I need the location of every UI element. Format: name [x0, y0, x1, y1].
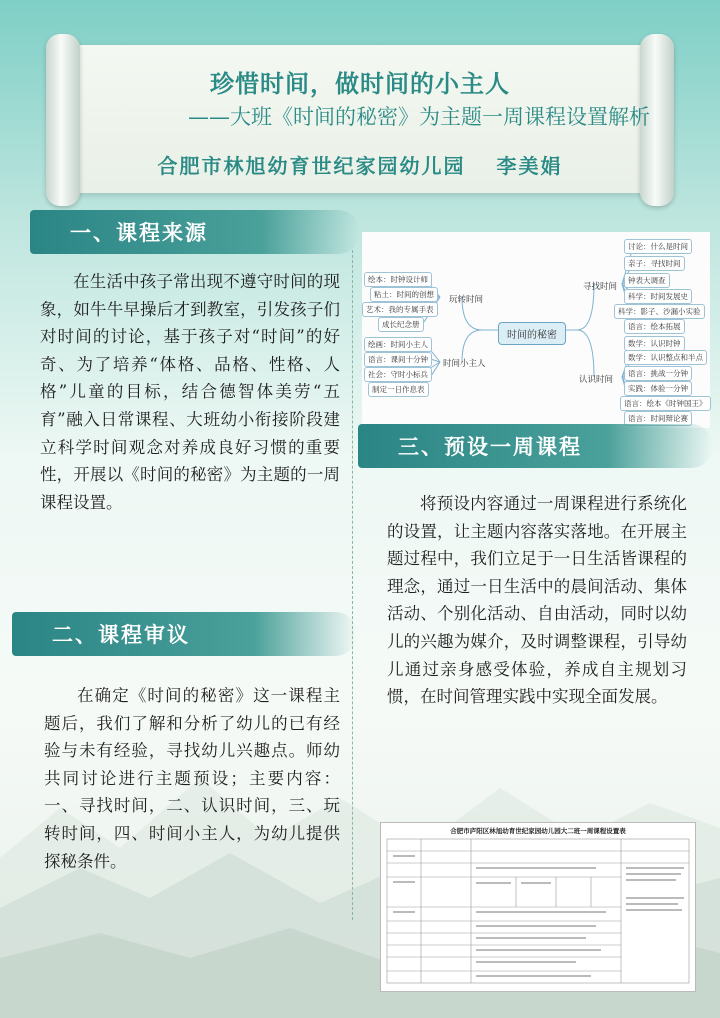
- schedule-table-image: [380, 822, 696, 992]
- mindmap-leaf: 讨论：什么是时间: [624, 239, 692, 254]
- column-divider: [352, 250, 353, 920]
- mindmap-branch: 时间小主人: [443, 359, 486, 369]
- section-3-heading: 三、预设一周课程: [358, 424, 713, 468]
- mindmap-leaf: 语言：绘本拓展: [624, 319, 685, 334]
- mindmap-leaf: 语言：课间十分钟: [364, 352, 432, 367]
- section-2-text: 在确定《时间的秘密》这一课程主题后，我们了解和分析了幼儿的已有经验与未有经验，寻找幼儿兴趣点。师幼共同讨论进行主题预设；主要内容：一、寻找时间，二、认识时间，三、玩转时间，四、时间小主人，为幼儿提供探秘条件。: [44, 686, 340, 871]
- section-2-body: [44, 682, 340, 875]
- mindmap-leaf: 钟表大调查: [624, 273, 670, 288]
- mindmap-leaf: 绘本：时钟设计师: [364, 272, 432, 287]
- mindmap-leaf: 数学：认识整点和半点: [624, 350, 707, 365]
- section-3-text: 将预设内容通过一周课程进行系统化的设置，让主题内容落实落地。在开展主题过程中，我们立足于一日生活皆课程的理念，通过一日生活中的晨间活动、集体活动、个别化活动、自由活动，同时以幼儿的兴趣为媒介，及时调整课程，引导幼儿通过亲身感受体验，养成自主规划习惯，在时间管理实践中实现全面发展。: [387, 494, 687, 707]
- scroll-roller-left: [46, 34, 80, 206]
- mindmap-leaf: 粘土：时间的创想: [370, 287, 438, 302]
- mindmap-leaf: 语言：挑战一分钟: [624, 366, 692, 381]
- section-1-heading: 一、课程来源: [30, 210, 360, 254]
- mindmap-leaf: 语言：绘本《时钟国王》: [620, 396, 711, 411]
- author-line: 合肥市林旭幼育世纪家园幼儿园 李美娟: [157, 154, 563, 178]
- section-3-body: [387, 490, 687, 711]
- mindmap-leaf: 实践：体验一分钟: [624, 381, 692, 396]
- mindmap-leaf: 科学：时间发展史: [624, 289, 692, 304]
- mindmap-leaf: 制定一日作息表: [368, 382, 429, 397]
- mindmap-leaf: 成长纪念册: [378, 317, 424, 332]
- mindmap-center: 时间的秘密: [498, 322, 566, 345]
- mindmap-leaf: 绘画：时间小主人: [364, 337, 432, 352]
- page-title: 珍惜时间，做时间的小主人: [210, 70, 510, 98]
- mindmap-leaf: 科学：影子、沙漏小实验: [614, 304, 705, 319]
- mindmap-leaf: 社会：守时小标兵: [364, 367, 432, 382]
- section-2-heading: 二、课程审议: [12, 612, 357, 656]
- schedule-title: 合肥市庐阳区林旭幼育世纪家园幼儿园大二班一周课程设置表: [450, 827, 626, 835]
- mindmap-leaf: 亲子：寻找时间: [624, 256, 685, 271]
- mindmap-branch: 寻找时间: [583, 282, 618, 292]
- section-1-body: [40, 268, 340, 516]
- mindmap: [362, 232, 710, 428]
- schedule-grid: [381, 837, 695, 987]
- mindmap-leaf: 数学：认识时钟: [624, 336, 685, 351]
- mindmap-leaf: 语言：时间辩论赛: [624, 411, 692, 426]
- mindmap-leaf: 艺术：我的专属手表: [362, 302, 438, 317]
- mindmap-branch: 认识时间: [579, 375, 614, 385]
- section-1-text: 在生活中孩子常出现不遵守时间的现象，如牛牛早操后才到教室，引发孩子们对时间的讨论，基于孩子对“时间”的好奇、为了培养“体格、品格、性格、人格”儿童的目标，结合德智体美劳“五育”融入日常课程、大班幼小衔接阶段建立科学时间观念对养成良好习惯的重要性，开展以《时间的秘密》为主题的一周课程设置。: [40, 272, 340, 512]
- page-subtitle: ——大班《时间的秘密》为主题一周课程设置解析: [188, 105, 650, 129]
- mindmap-branch: 玩转时间: [449, 295, 484, 305]
